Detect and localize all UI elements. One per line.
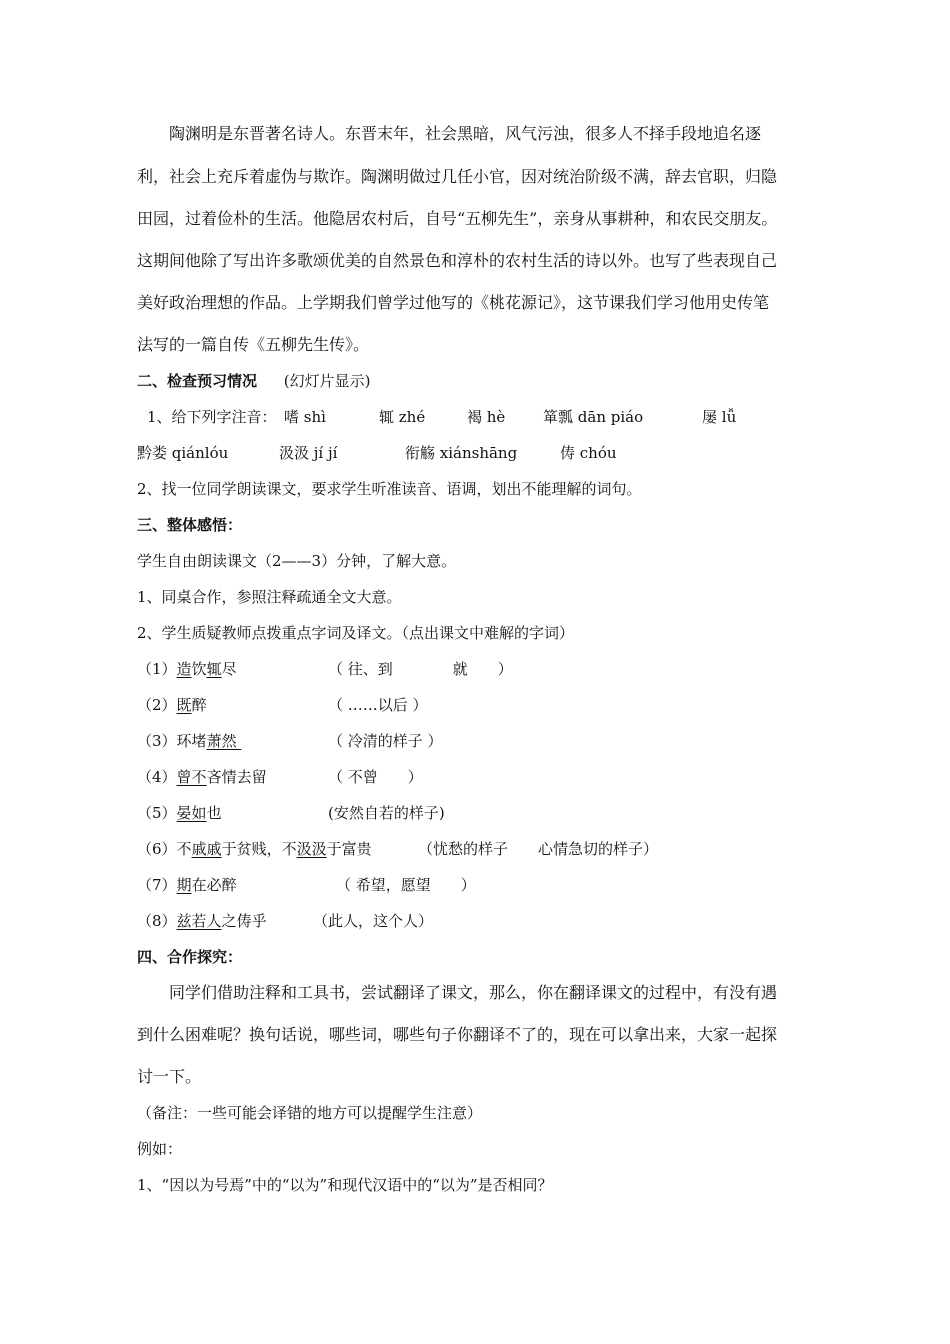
vocab-gloss-7: （ 希望，愿望 ） [336, 876, 476, 894]
pinyin-lu: 屡 lǚ [702, 408, 737, 426]
vocab-mid: 饮 [191, 660, 207, 678]
vocab-key-word: 曾不 [176, 768, 207, 786]
pinyin-chou: 俦 chóu [560, 444, 617, 462]
pinyin-item-label: 1、给下列字注音： [147, 408, 277, 426]
vocab-post: 于富贵 [326, 840, 372, 858]
intro-line-6: 法写的一篇自传《五柳先生传》。 [137, 335, 370, 354]
section-2-item-2: 2、找一位同学朗读课文，要求学生听准读音、语调，划出不能理解的词句。 [137, 480, 642, 498]
intro-line-5: 美好政治理想的作品。上学期我们曾学过他写的《桃花源记》，这节课我们学习他用史传笔 [137, 293, 770, 312]
vocab-item-4 [137, 767, 267, 787]
section-2-heading-row [137, 371, 371, 391]
vocab-mid: 于贫贱，不 [221, 840, 297, 858]
section-4-para-line-2: 到什么困难呢？换句话说，哪些词，哪些句子你翻译不了的，现在可以拿出来，大家一起探 [137, 1025, 778, 1044]
vocab-gloss-4: （ 不曾 ） [328, 768, 423, 786]
intro-line-2: 利，社会上充斥着虚伪与欺诈。陶渊明做过几任小官，因对统治阶级不满，辞去官职，归隐 [137, 167, 778, 186]
vocab-item-5 [137, 803, 222, 823]
vocab-pre: 环堵 [176, 732, 207, 750]
section-3-line-1: 学生自由朗读课文（2——3）分钟，了解大意。 [137, 552, 457, 570]
section-3-heading: 三、整体感悟： [137, 516, 243, 534]
section-4-para-line-1: 同学们借助注释和工具书，尝试翻译了课文，那么，你在翻译课文的过程中，有没有遇 [169, 983, 778, 1002]
vocab-key-word: 萧然 [206, 732, 242, 750]
section-4-heading: 四、合作探究： [137, 948, 243, 966]
pinyin-danpiao: 箪瓢 dān piáo [543, 408, 644, 426]
intro-line-3: 田园，过着俭朴的生活。他隐居农村后，自号“五柳先生”，亲身从事耕种，和农民交朋友。 [137, 209, 778, 228]
section-4-para-line-3: 讨一下。 [137, 1067, 202, 1086]
section-2-note: (幻灯片显示) [283, 372, 371, 390]
vocab-item-8 [137, 911, 267, 931]
vocab-key-word: 既 [176, 696, 192, 714]
vocab-key-word: 晏如 [176, 804, 207, 822]
vocab-item-2 [137, 695, 207, 715]
section-3-line-2: 1、同桌合作，参照注释疏通全文大意。 [137, 588, 402, 606]
vocab-gloss-8: （此人，这个人） [313, 912, 434, 930]
vocab-item-7 [137, 875, 237, 895]
vocab-pre: 不 [176, 840, 192, 858]
pinyin-qianlou: 黔娄 qiánlóu [137, 444, 229, 462]
vocab-num: （5） [137, 804, 177, 822]
vocab-num: （6） [137, 840, 177, 858]
vocab-num: （3） [137, 732, 177, 750]
section-3-line-3: 2、学生质疑教师点拨重点字词及译文。（点出课文中难解的字词） [137, 624, 575, 642]
vocab-key-word-2: 汲汲 [296, 840, 327, 858]
vocab-mid: 吝情去留 [206, 768, 267, 786]
vocab-gloss-2: （ ……以后 ） [328, 696, 428, 714]
vocab-num: （1） [137, 660, 177, 678]
vocab-key-word: 兹若人 [176, 912, 222, 930]
vocab-num: （7） [137, 876, 177, 894]
vocab-num: （8） [137, 912, 177, 930]
vocab-mid: 也 [206, 804, 222, 822]
section-4-example-label: 例如： [137, 1140, 183, 1158]
vocab-key-word-2: 辄 [206, 660, 222, 678]
vocab-item-6 [137, 839, 372, 859]
section-4-remark: （备注：一些可能会译错的地方可以提醒学生注意） [137, 1104, 483, 1122]
pinyin-xianshang: 衔觞 xiánshāng [405, 444, 518, 462]
pinyin-zhe: 辄 zhé [379, 408, 426, 426]
pinyin-shi: 嗜 shì [284, 408, 326, 426]
pinyin-he: 褐 hè [467, 408, 506, 426]
section-4-question-1: 1、“因以为号焉”中的“以为”和现代汉语中的“以为”是否相同？ [137, 1176, 553, 1194]
intro-line-1: 陶渊明是东晋著名诗人。东晋末年，社会黑暗，风气污浊，很多人不择手段地追名逐 [169, 124, 762, 143]
vocab-key-word: 戚戚 [191, 840, 222, 858]
pinyin-jiji: 汲汲 jí jí [279, 444, 338, 462]
vocab-gloss-5: (安然自若的样子) [328, 804, 445, 822]
vocab-mid: 醉 [191, 696, 207, 714]
vocab-num: （4） [137, 768, 177, 786]
vocab-key-word: 期 [176, 876, 192, 894]
vocab-mid: 之俦乎 [221, 912, 267, 930]
section-2-heading: 二、检查预习情况 [137, 372, 258, 390]
vocab-key-word: 造 [176, 660, 192, 678]
vocab-num: （2） [137, 696, 177, 714]
vocab-item-1 [137, 659, 237, 679]
vocab-post: 尽 [221, 660, 237, 678]
vocab-item-3 [137, 731, 241, 751]
vocab-gloss-1: （ 往、到 就 ） [328, 660, 513, 678]
vocab-gloss-6: （忧愁的样子 心情急切的样子） [418, 840, 659, 858]
vocab-gloss-3: （ 冷清的样子 ） [328, 732, 443, 750]
intro-line-4: 这期间他除了写出许多歌颂优美的自然景色和淳朴的农村生活的诗以外。也写了些表现自己 [137, 251, 778, 270]
vocab-mid: 在必醉 [191, 876, 237, 894]
